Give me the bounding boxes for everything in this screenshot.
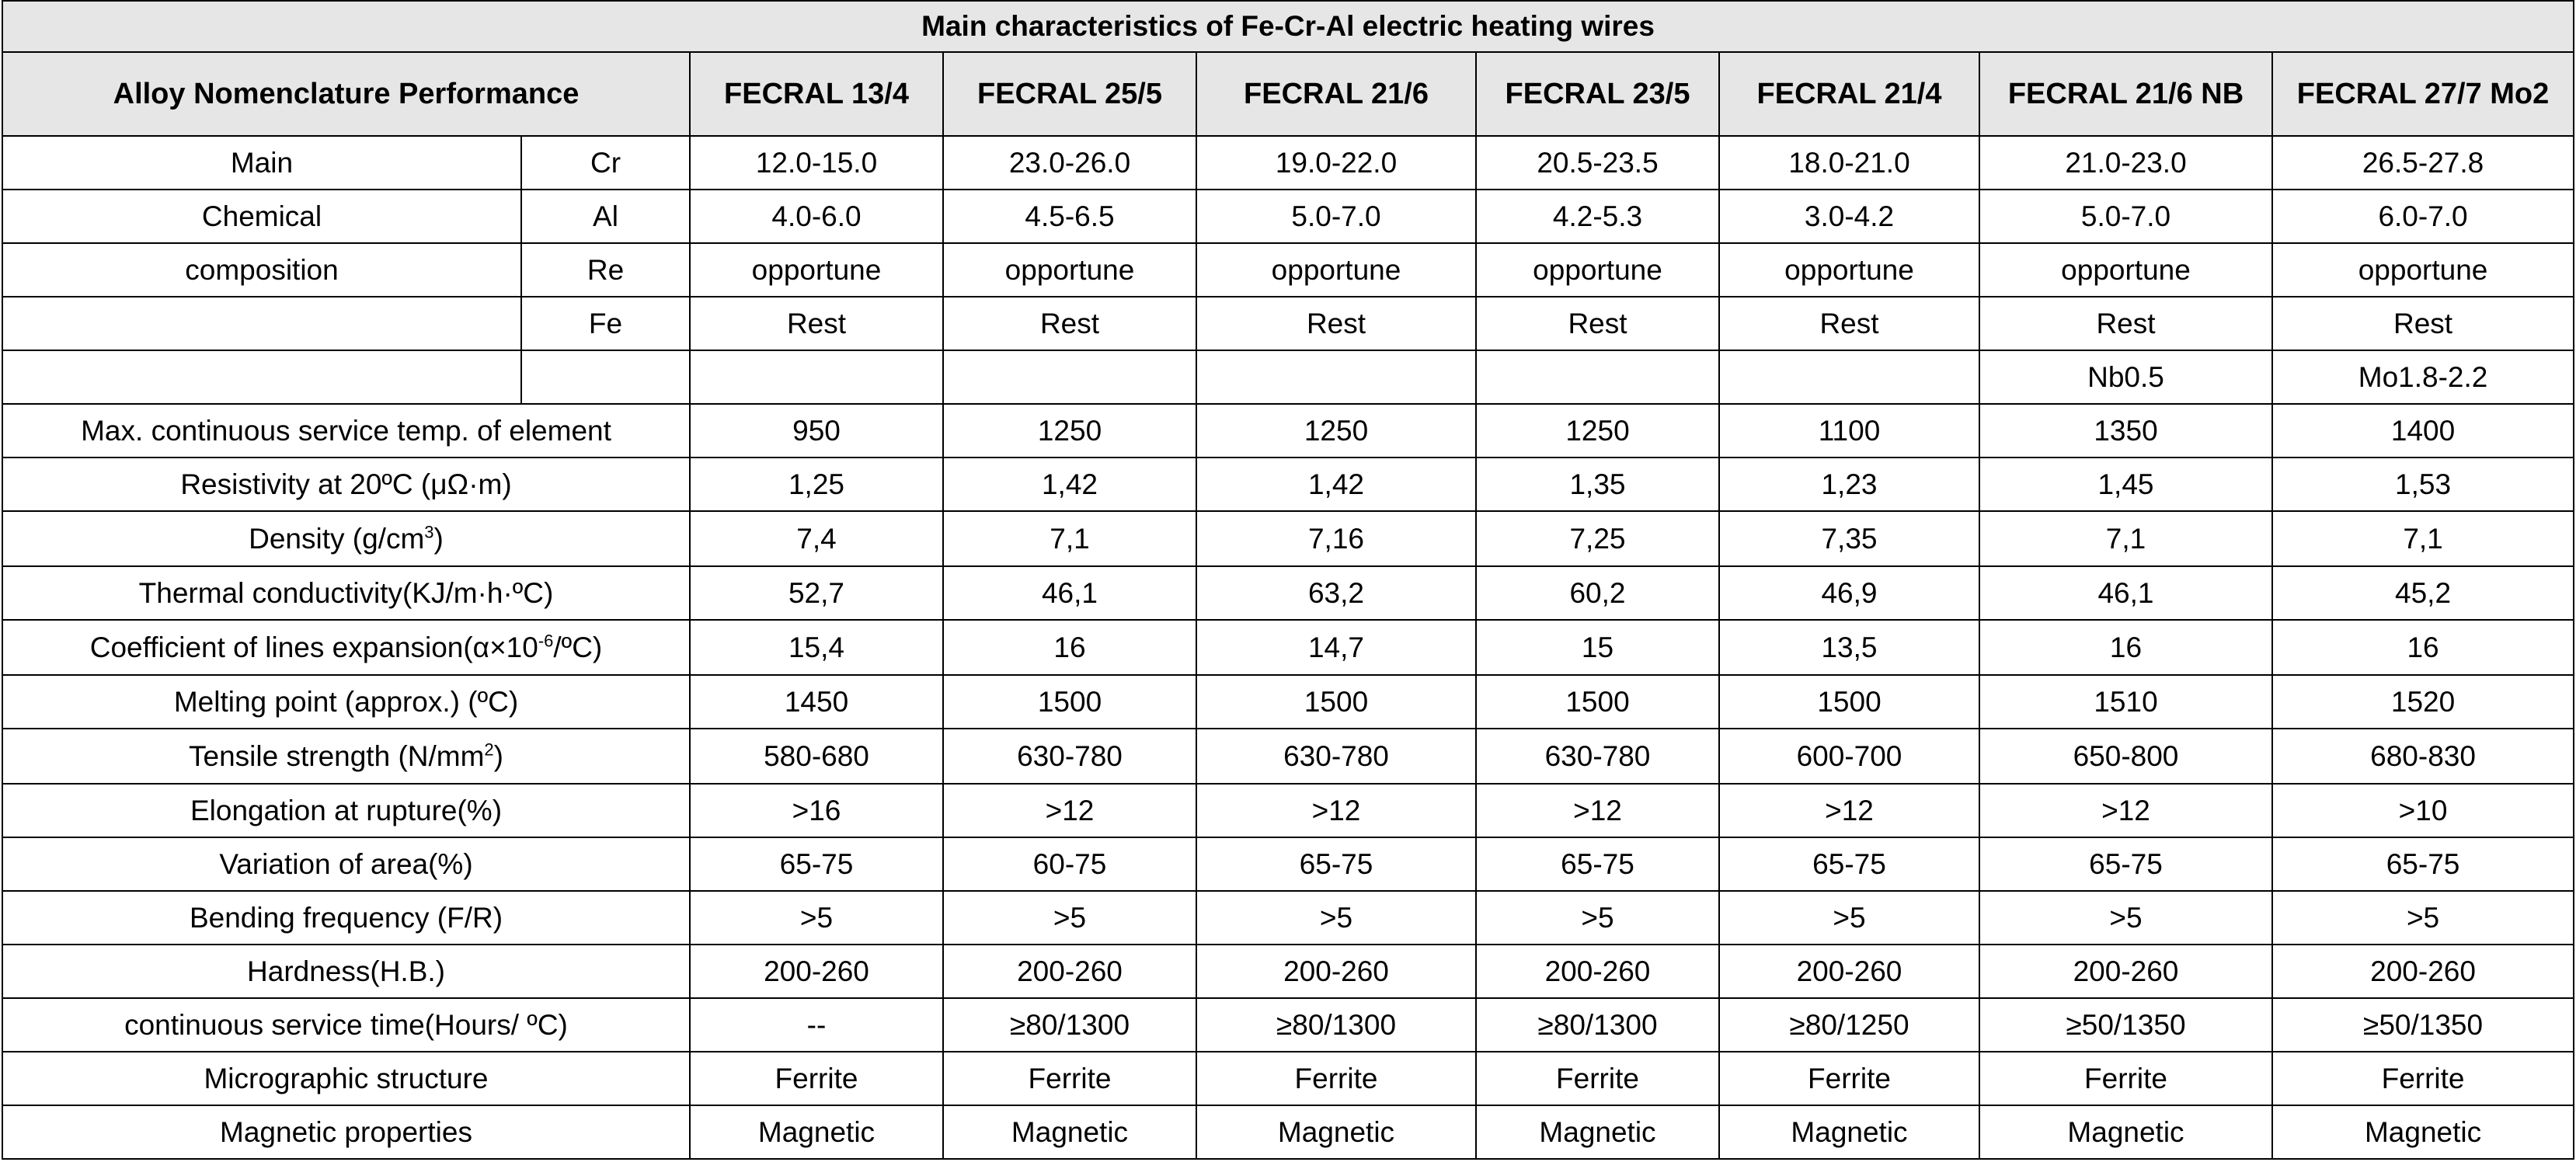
property-label-text: Coefficient of lines expansion(α×10 xyxy=(89,631,538,663)
value-cell: 630-780 xyxy=(1476,729,1719,784)
value-cell: Nb0.5 xyxy=(1979,350,2272,404)
value-cell: 1500 xyxy=(1476,675,1719,729)
value-cell: 6.0-7.0 xyxy=(2272,190,2574,243)
title-row xyxy=(2,1,2574,52)
value-cell: opportune xyxy=(1719,243,1979,297)
value-cell: 65-75 xyxy=(1476,837,1719,891)
table-row xyxy=(2,566,2574,620)
header-row xyxy=(2,52,2574,136)
value-cell: ≥80/1300 xyxy=(1476,998,1719,1052)
property-label: Magnetic properties xyxy=(2,1105,690,1159)
element-symbol: Fe xyxy=(521,297,690,350)
value-cell: 200-260 xyxy=(1196,945,1476,998)
value-cell: 60,2 xyxy=(1476,566,1719,620)
value-cell: 46,9 xyxy=(1719,566,1979,620)
table-title: Main characteristics of Fe-Cr-Al electric heating wires xyxy=(2,1,2574,52)
value-cell: ≥50/1350 xyxy=(1979,998,2272,1052)
table-row xyxy=(2,784,2574,837)
value-cell: 26.5-27.8 xyxy=(2272,136,2574,190)
property-label-superscript: 3 xyxy=(424,522,434,542)
value-cell: Ferrite xyxy=(1476,1052,1719,1105)
value-cell: 1,23 xyxy=(1719,458,1979,511)
value-cell: 1,25 xyxy=(690,458,943,511)
value-cell: 1510 xyxy=(1979,675,2272,729)
value-cell: 1450 xyxy=(690,675,943,729)
value-cell: 65-75 xyxy=(2272,837,2574,891)
header-alloy: FECRAL 21/4 xyxy=(1719,52,1979,136)
value-cell: Ferrite xyxy=(690,1052,943,1105)
value-cell: 7,25 xyxy=(1476,511,1719,566)
value-cell xyxy=(1719,350,1979,404)
value-cell: 52,7 xyxy=(690,566,943,620)
value-cell: 580-680 xyxy=(690,729,943,784)
table-row xyxy=(2,511,2574,566)
value-cell: >12 xyxy=(1196,784,1476,837)
value-cell: 1,53 xyxy=(2272,458,2574,511)
property-label xyxy=(2,511,690,566)
value-cell: 45,2 xyxy=(2272,566,2574,620)
value-cell: 5.0-7.0 xyxy=(1979,190,2272,243)
property-label: Resistivity at 20ºC (μΩ·m) xyxy=(2,458,690,511)
value-cell: >5 xyxy=(1476,891,1719,945)
property-label-text: ) xyxy=(433,522,444,555)
value-cell: 1350 xyxy=(1979,404,2272,458)
header-alloy: FECRAL 21/6 NB xyxy=(1979,52,2272,136)
value-cell: 12.0-15.0 xyxy=(690,136,943,190)
value-cell: Magnetic xyxy=(943,1105,1196,1159)
value-cell: 1400 xyxy=(2272,404,2574,458)
value-cell: >5 xyxy=(1719,891,1979,945)
value-cell: 5.0-7.0 xyxy=(1196,190,1476,243)
value-cell: 7,35 xyxy=(1719,511,1979,566)
value-cell: 1250 xyxy=(1196,404,1476,458)
value-cell: 65-75 xyxy=(1979,837,2272,891)
header-alloy: FECRAL 23/5 xyxy=(1476,52,1719,136)
value-cell: >10 xyxy=(2272,784,2574,837)
property-label-text: Tensile strength (N/mm xyxy=(189,739,485,772)
value-cell: -- xyxy=(690,998,943,1052)
element-symbol: Al xyxy=(521,190,690,243)
value-cell xyxy=(943,350,1196,404)
value-cell: >5 xyxy=(1979,891,2272,945)
table-row xyxy=(2,243,2574,297)
value-cell: 7,1 xyxy=(943,511,1196,566)
value-cell: 7,4 xyxy=(690,511,943,566)
value-cell: 200-260 xyxy=(1979,945,2272,998)
property-label: continuous service time(Hours/ ºC) xyxy=(2,998,690,1052)
value-cell: 200-260 xyxy=(2272,945,2574,998)
value-cell: 60-75 xyxy=(943,837,1196,891)
table-row xyxy=(2,729,2574,784)
value-cell: Rest xyxy=(1719,297,1979,350)
composition-label: Main xyxy=(2,136,521,190)
value-cell xyxy=(1476,350,1719,404)
value-cell: 1500 xyxy=(1719,675,1979,729)
table-row xyxy=(2,945,2574,998)
value-cell: >5 xyxy=(943,891,1196,945)
property-label: Max. continuous service temp. of element xyxy=(2,404,690,458)
value-cell: ≥80/1250 xyxy=(1719,998,1979,1052)
value-cell: >12 xyxy=(1719,784,1979,837)
value-cell: Rest xyxy=(943,297,1196,350)
value-cell: >12 xyxy=(1979,784,2272,837)
value-cell: 21.0-23.0 xyxy=(1979,136,2272,190)
value-cell: 200-260 xyxy=(1719,945,1979,998)
table-row xyxy=(2,297,2574,350)
value-cell: Magnetic xyxy=(1196,1105,1476,1159)
table-row xyxy=(2,837,2574,891)
value-cell: 1500 xyxy=(943,675,1196,729)
header-alloy: FECRAL 13/4 xyxy=(690,52,943,136)
table-row xyxy=(2,350,2574,404)
value-cell: 46,1 xyxy=(943,566,1196,620)
property-label-text: ) xyxy=(493,739,503,772)
value-cell: 20.5-23.5 xyxy=(1476,136,1719,190)
header-alloy: FECRAL 21/6 xyxy=(1196,52,1476,136)
composition-label xyxy=(2,350,521,404)
value-cell: Ferrite xyxy=(1979,1052,2272,1105)
table-row xyxy=(2,458,2574,511)
property-label: Micrographic structure xyxy=(2,1052,690,1105)
element-symbol xyxy=(521,350,690,404)
element-symbol: Cr xyxy=(521,136,690,190)
header-alloy: FECRAL 25/5 xyxy=(943,52,1196,136)
value-cell: 1,42 xyxy=(943,458,1196,511)
value-cell: 1250 xyxy=(943,404,1196,458)
value-cell: 4.0-6.0 xyxy=(690,190,943,243)
value-cell: >12 xyxy=(1476,784,1719,837)
value-cell: >12 xyxy=(943,784,1196,837)
value-cell: 7,1 xyxy=(1979,511,2272,566)
table-row xyxy=(2,675,2574,729)
header-first-cell: Alloy Nomenclature Performance xyxy=(2,52,690,136)
value-cell: 1500 xyxy=(1196,675,1476,729)
value-cell: >16 xyxy=(690,784,943,837)
composition-section xyxy=(2,136,2574,404)
value-cell: opportune xyxy=(690,243,943,297)
value-cell: 65-75 xyxy=(690,837,943,891)
value-cell: ≥80/1300 xyxy=(1196,998,1476,1052)
property-label xyxy=(2,620,690,675)
value-cell: 630-780 xyxy=(943,729,1196,784)
table-row xyxy=(2,404,2574,458)
property-label: Variation of area(%) xyxy=(2,837,690,891)
value-cell: Rest xyxy=(690,297,943,350)
value-cell: 1,45 xyxy=(1979,458,2272,511)
value-cell: 4.2-5.3 xyxy=(1476,190,1719,243)
value-cell xyxy=(690,350,943,404)
table-row xyxy=(2,190,2574,243)
value-cell: opportune xyxy=(1979,243,2272,297)
table-row xyxy=(2,620,2574,675)
value-cell: 7,16 xyxy=(1196,511,1476,566)
value-cell: 950 xyxy=(690,404,943,458)
element-symbol: Re xyxy=(521,243,690,297)
value-cell: 600-700 xyxy=(1719,729,1979,784)
value-cell: Magnetic xyxy=(1979,1105,2272,1159)
value-cell: Mo1.8-2.2 xyxy=(2272,350,2574,404)
value-cell: >5 xyxy=(1196,891,1476,945)
property-label-text: Density (g/cm xyxy=(249,522,425,555)
value-cell: 630-780 xyxy=(1196,729,1476,784)
property-label-superscript: 2 xyxy=(484,739,494,760)
value-cell: 680-830 xyxy=(2272,729,2574,784)
value-cell: 65-75 xyxy=(1719,837,1979,891)
value-cell: Rest xyxy=(1979,297,2272,350)
value-cell: 1520 xyxy=(2272,675,2574,729)
value-cell: 7,1 xyxy=(2272,511,2574,566)
value-cell: ≥50/1350 xyxy=(2272,998,2574,1052)
value-cell: 1,42 xyxy=(1196,458,1476,511)
value-cell: 15 xyxy=(1476,620,1719,675)
value-cell: >5 xyxy=(2272,891,2574,945)
value-cell: 16 xyxy=(943,620,1196,675)
value-cell: opportune xyxy=(2272,243,2574,297)
value-cell: 1250 xyxy=(1476,404,1719,458)
value-cell: 15,4 xyxy=(690,620,943,675)
property-label: Hardness(H.B.) xyxy=(2,945,690,998)
composition-label xyxy=(2,297,521,350)
value-cell: 18.0-21.0 xyxy=(1719,136,1979,190)
value-cell: Ferrite xyxy=(943,1052,1196,1105)
value-cell: 1,35 xyxy=(1476,458,1719,511)
fecral-characteristics-table xyxy=(2,0,2574,1160)
properties-section xyxy=(2,404,2574,1159)
value-cell: 13,5 xyxy=(1719,620,1979,675)
property-label xyxy=(2,729,690,784)
value-cell: Ferrite xyxy=(1719,1052,1979,1105)
value-cell: 200-260 xyxy=(690,945,943,998)
value-cell: 4.5-6.5 xyxy=(943,190,1196,243)
value-cell: 23.0-26.0 xyxy=(943,136,1196,190)
property-label-text: /ºC) xyxy=(553,631,603,663)
value-cell: 200-260 xyxy=(943,945,1196,998)
value-cell: 63,2 xyxy=(1196,566,1476,620)
value-cell: Magnetic xyxy=(1476,1105,1719,1159)
value-cell: Rest xyxy=(1476,297,1719,350)
property-label: Melting point (approx.) (ºC) xyxy=(2,675,690,729)
value-cell: 46,1 xyxy=(1979,566,2272,620)
value-cell: 14,7 xyxy=(1196,620,1476,675)
value-cell: 16 xyxy=(1979,620,2272,675)
table-row xyxy=(2,1105,2574,1159)
property-label-superscript: -6 xyxy=(538,631,554,651)
value-cell: Magnetic xyxy=(2272,1105,2574,1159)
property-label: Bending frequency (F/R) xyxy=(2,891,690,945)
value-cell: opportune xyxy=(1196,243,1476,297)
value-cell: Rest xyxy=(2272,297,2574,350)
value-cell: 3.0-4.2 xyxy=(1719,190,1979,243)
value-cell: ≥80/1300 xyxy=(943,998,1196,1052)
composition-label: composition xyxy=(2,243,521,297)
composition-label: Chemical xyxy=(2,190,521,243)
value-cell: opportune xyxy=(1476,243,1719,297)
value-cell: Magnetic xyxy=(690,1105,943,1159)
value-cell: Magnetic xyxy=(1719,1105,1979,1159)
value-cell: Ferrite xyxy=(2272,1052,2574,1105)
value-cell: >5 xyxy=(690,891,943,945)
property-label: Elongation at rupture(%) xyxy=(2,784,690,837)
value-cell xyxy=(1196,350,1476,404)
value-cell: 19.0-22.0 xyxy=(1196,136,1476,190)
value-cell: 65-75 xyxy=(1196,837,1476,891)
table-row xyxy=(2,1052,2574,1105)
header-alloy: FECRAL 27/7 Mo2 xyxy=(2272,52,2574,136)
value-cell: Ferrite xyxy=(1196,1052,1476,1105)
value-cell: 16 xyxy=(2272,620,2574,675)
property-label: Thermal conductivity(KJ/m·h·ºC) xyxy=(2,566,690,620)
value-cell: 1100 xyxy=(1719,404,1979,458)
table-row xyxy=(2,998,2574,1052)
table-row xyxy=(2,891,2574,945)
table-row xyxy=(2,136,2574,190)
value-cell: 200-260 xyxy=(1476,945,1719,998)
value-cell: 650-800 xyxy=(1979,729,2272,784)
value-cell: Rest xyxy=(1196,297,1476,350)
value-cell: opportune xyxy=(943,243,1196,297)
